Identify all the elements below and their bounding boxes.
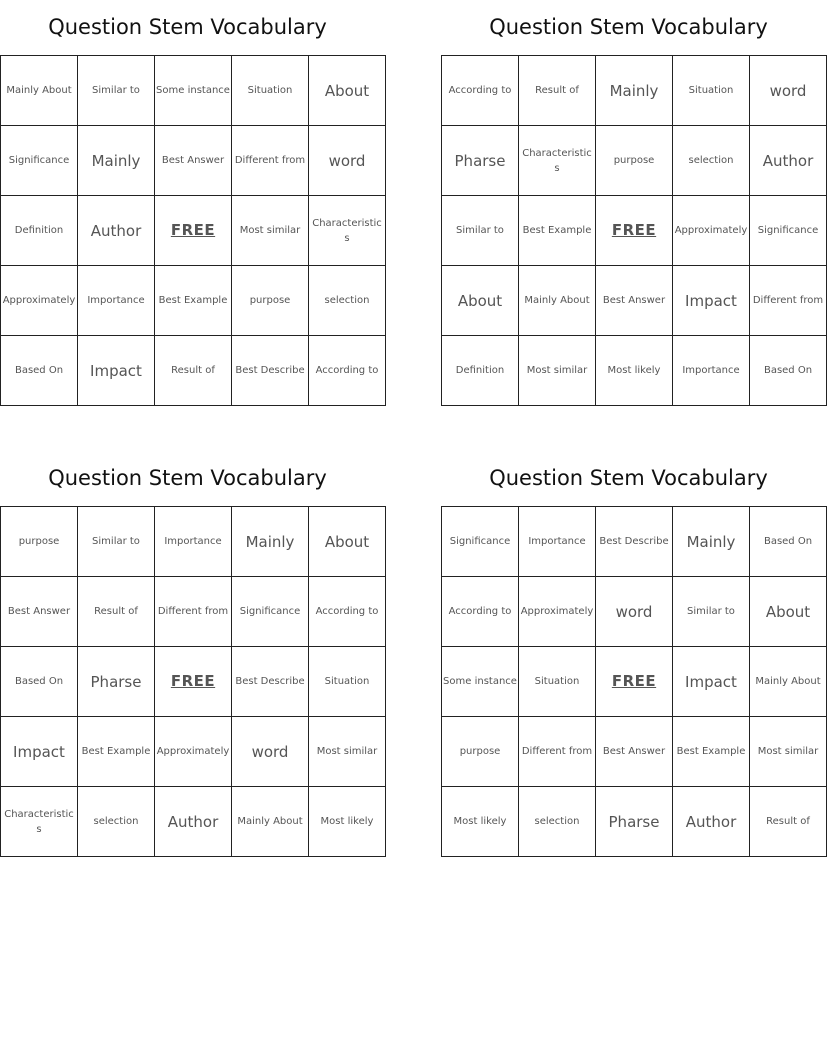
bingo-cell: Pharse	[442, 126, 519, 196]
bingo-cell: Situation	[309, 647, 386, 717]
bingo-card-3	[0, 451, 379, 857]
bingo-cell: Result of	[155, 336, 232, 406]
bingo-cell: Best Answer	[596, 717, 673, 787]
bingo-cell: Significance	[442, 507, 519, 577]
bingo-cell: Most likely	[442, 787, 519, 857]
bingo-cell: Different from	[519, 717, 596, 787]
bingo-cell: Similar to	[442, 196, 519, 266]
bingo-cell: Most similar	[750, 717, 827, 787]
bingo-cell: Best Answer	[596, 266, 673, 336]
bingo-cell: Significance	[1, 126, 78, 196]
bingo-cell: Best Example	[78, 717, 155, 787]
bingo-grid	[441, 506, 827, 857]
bingo-cell: Author	[673, 787, 750, 857]
bingo-cell: Different from	[750, 266, 827, 336]
bingo-cell: Most likely	[309, 787, 386, 857]
bingo-cell: Approximately	[155, 717, 232, 787]
bingo-cell: selection	[78, 787, 155, 857]
bingo-cell: Importance	[673, 336, 750, 406]
bingo-cell: Mainly	[596, 56, 673, 126]
bingo-cell: Pharse	[78, 647, 155, 717]
bingo-cell: Most likely	[596, 336, 673, 406]
bingo-cell: Some instance	[155, 56, 232, 126]
bingo-cell: Importance	[519, 507, 596, 577]
bingo-cell: Impact	[78, 336, 155, 406]
bingo-cell: Impact	[673, 266, 750, 336]
bingo-cell: According to	[442, 577, 519, 647]
bingo-cell: Result of	[78, 577, 155, 647]
bingo-cell: Mainly About	[519, 266, 596, 336]
card-title: Question Stem Vocabulary	[48, 15, 327, 39]
bingo-cell: Most similar	[232, 196, 309, 266]
bingo-cell: Characteristics	[309, 196, 386, 266]
bingo-cell: Based On	[1, 336, 78, 406]
bingo-cell: Definition	[442, 336, 519, 406]
bingo-cell: Based On	[750, 336, 827, 406]
bingo-cell: Author	[750, 126, 827, 196]
bingo-cell: About	[309, 507, 386, 577]
bingo-cell: Best Answer	[155, 126, 232, 196]
bingo-cell: Impact	[673, 647, 750, 717]
bingo-cell: Similar to	[78, 56, 155, 126]
bingo-grid	[0, 55, 386, 406]
bingo-cell: Similar to	[673, 577, 750, 647]
free-space-cell: FREE	[155, 647, 232, 717]
bingo-cell: Mainly	[673, 507, 750, 577]
free-space-cell: FREE	[596, 196, 673, 266]
bingo-cell: Mainly About	[750, 647, 827, 717]
bingo-cell: Importance	[78, 266, 155, 336]
bingo-cell: selection	[673, 126, 750, 196]
bingo-cell: Most similar	[309, 717, 386, 787]
bingo-cell: About	[442, 266, 519, 336]
bingo-cell: Similar to	[78, 507, 155, 577]
bingo-cell: Characteristics	[1, 787, 78, 857]
bingo-cell: Mainly About	[232, 787, 309, 857]
bingo-cell: Best Example	[519, 196, 596, 266]
bingo-cell: Some instance	[442, 647, 519, 717]
bingo-cell: word	[232, 717, 309, 787]
bingo-grid	[441, 55, 827, 406]
bingo-cell: word	[750, 56, 827, 126]
bingo-cell: purpose	[596, 126, 673, 196]
bingo-cell: About	[309, 56, 386, 126]
bingo-cell: Author	[78, 196, 155, 266]
bingo-cell: Best Describe	[232, 647, 309, 717]
free-space-cell: FREE	[596, 647, 673, 717]
bingo-cell: According to	[309, 336, 386, 406]
bingo-cell: Significance	[750, 196, 827, 266]
bingo-cell: Best Example	[673, 717, 750, 787]
card-title: Question Stem Vocabulary	[489, 15, 768, 39]
bingo-cell: Different from	[232, 126, 309, 196]
bingo-cell: selection	[309, 266, 386, 336]
bingo-cell: Mainly	[78, 126, 155, 196]
bingo-cell: According to	[309, 577, 386, 647]
bingo-cell: Situation	[232, 56, 309, 126]
bingo-cell: Significance	[232, 577, 309, 647]
free-space-cell: FREE	[155, 196, 232, 266]
bingo-cell: Result of	[519, 56, 596, 126]
bingo-cell: word	[596, 577, 673, 647]
bingo-cell: Approximately	[519, 577, 596, 647]
bingo-cell: word	[309, 126, 386, 196]
bingo-cell: Result of	[750, 787, 827, 857]
bingo-cell: Approximately	[673, 196, 750, 266]
bingo-cell: Approximately	[1, 266, 78, 336]
bingo-cell: Best Answer	[1, 577, 78, 647]
bingo-cell: Importance	[155, 507, 232, 577]
bingo-cell: Based On	[750, 507, 827, 577]
bingo-card-4	[441, 451, 821, 857]
bingo-cell: Different from	[155, 577, 232, 647]
bingo-cell: Situation	[519, 647, 596, 717]
bingo-cell: purpose	[232, 266, 309, 336]
bingo-cell: Characteristics	[519, 126, 596, 196]
card-title: Question Stem Vocabulary	[489, 466, 768, 490]
bingo-grid	[0, 506, 386, 857]
bingo-cell: Best Example	[155, 266, 232, 336]
bingo-cell: Mainly About	[1, 56, 78, 126]
bingo-cell: Best Describe	[596, 507, 673, 577]
bingo-cell: purpose	[442, 717, 519, 787]
bingo-cell: selection	[519, 787, 596, 857]
card-title: Question Stem Vocabulary	[48, 466, 327, 490]
bingo-cell: Based On	[1, 647, 78, 717]
bingo-cell: Best Describe	[232, 336, 309, 406]
bingo-cell: Author	[155, 787, 232, 857]
bingo-cell: Situation	[673, 56, 750, 126]
bingo-cell: According to	[442, 56, 519, 126]
bingo-cell: purpose	[1, 507, 78, 577]
bingo-cell: Most similar	[519, 336, 596, 406]
bingo-card-2	[441, 0, 824, 406]
bingo-card-1	[0, 0, 382, 406]
bingo-cell: Pharse	[596, 787, 673, 857]
bingo-cell: Mainly	[232, 507, 309, 577]
bingo-cell: Definition	[1, 196, 78, 266]
bingo-cell: Impact	[1, 717, 78, 787]
bingo-cell: About	[750, 577, 827, 647]
